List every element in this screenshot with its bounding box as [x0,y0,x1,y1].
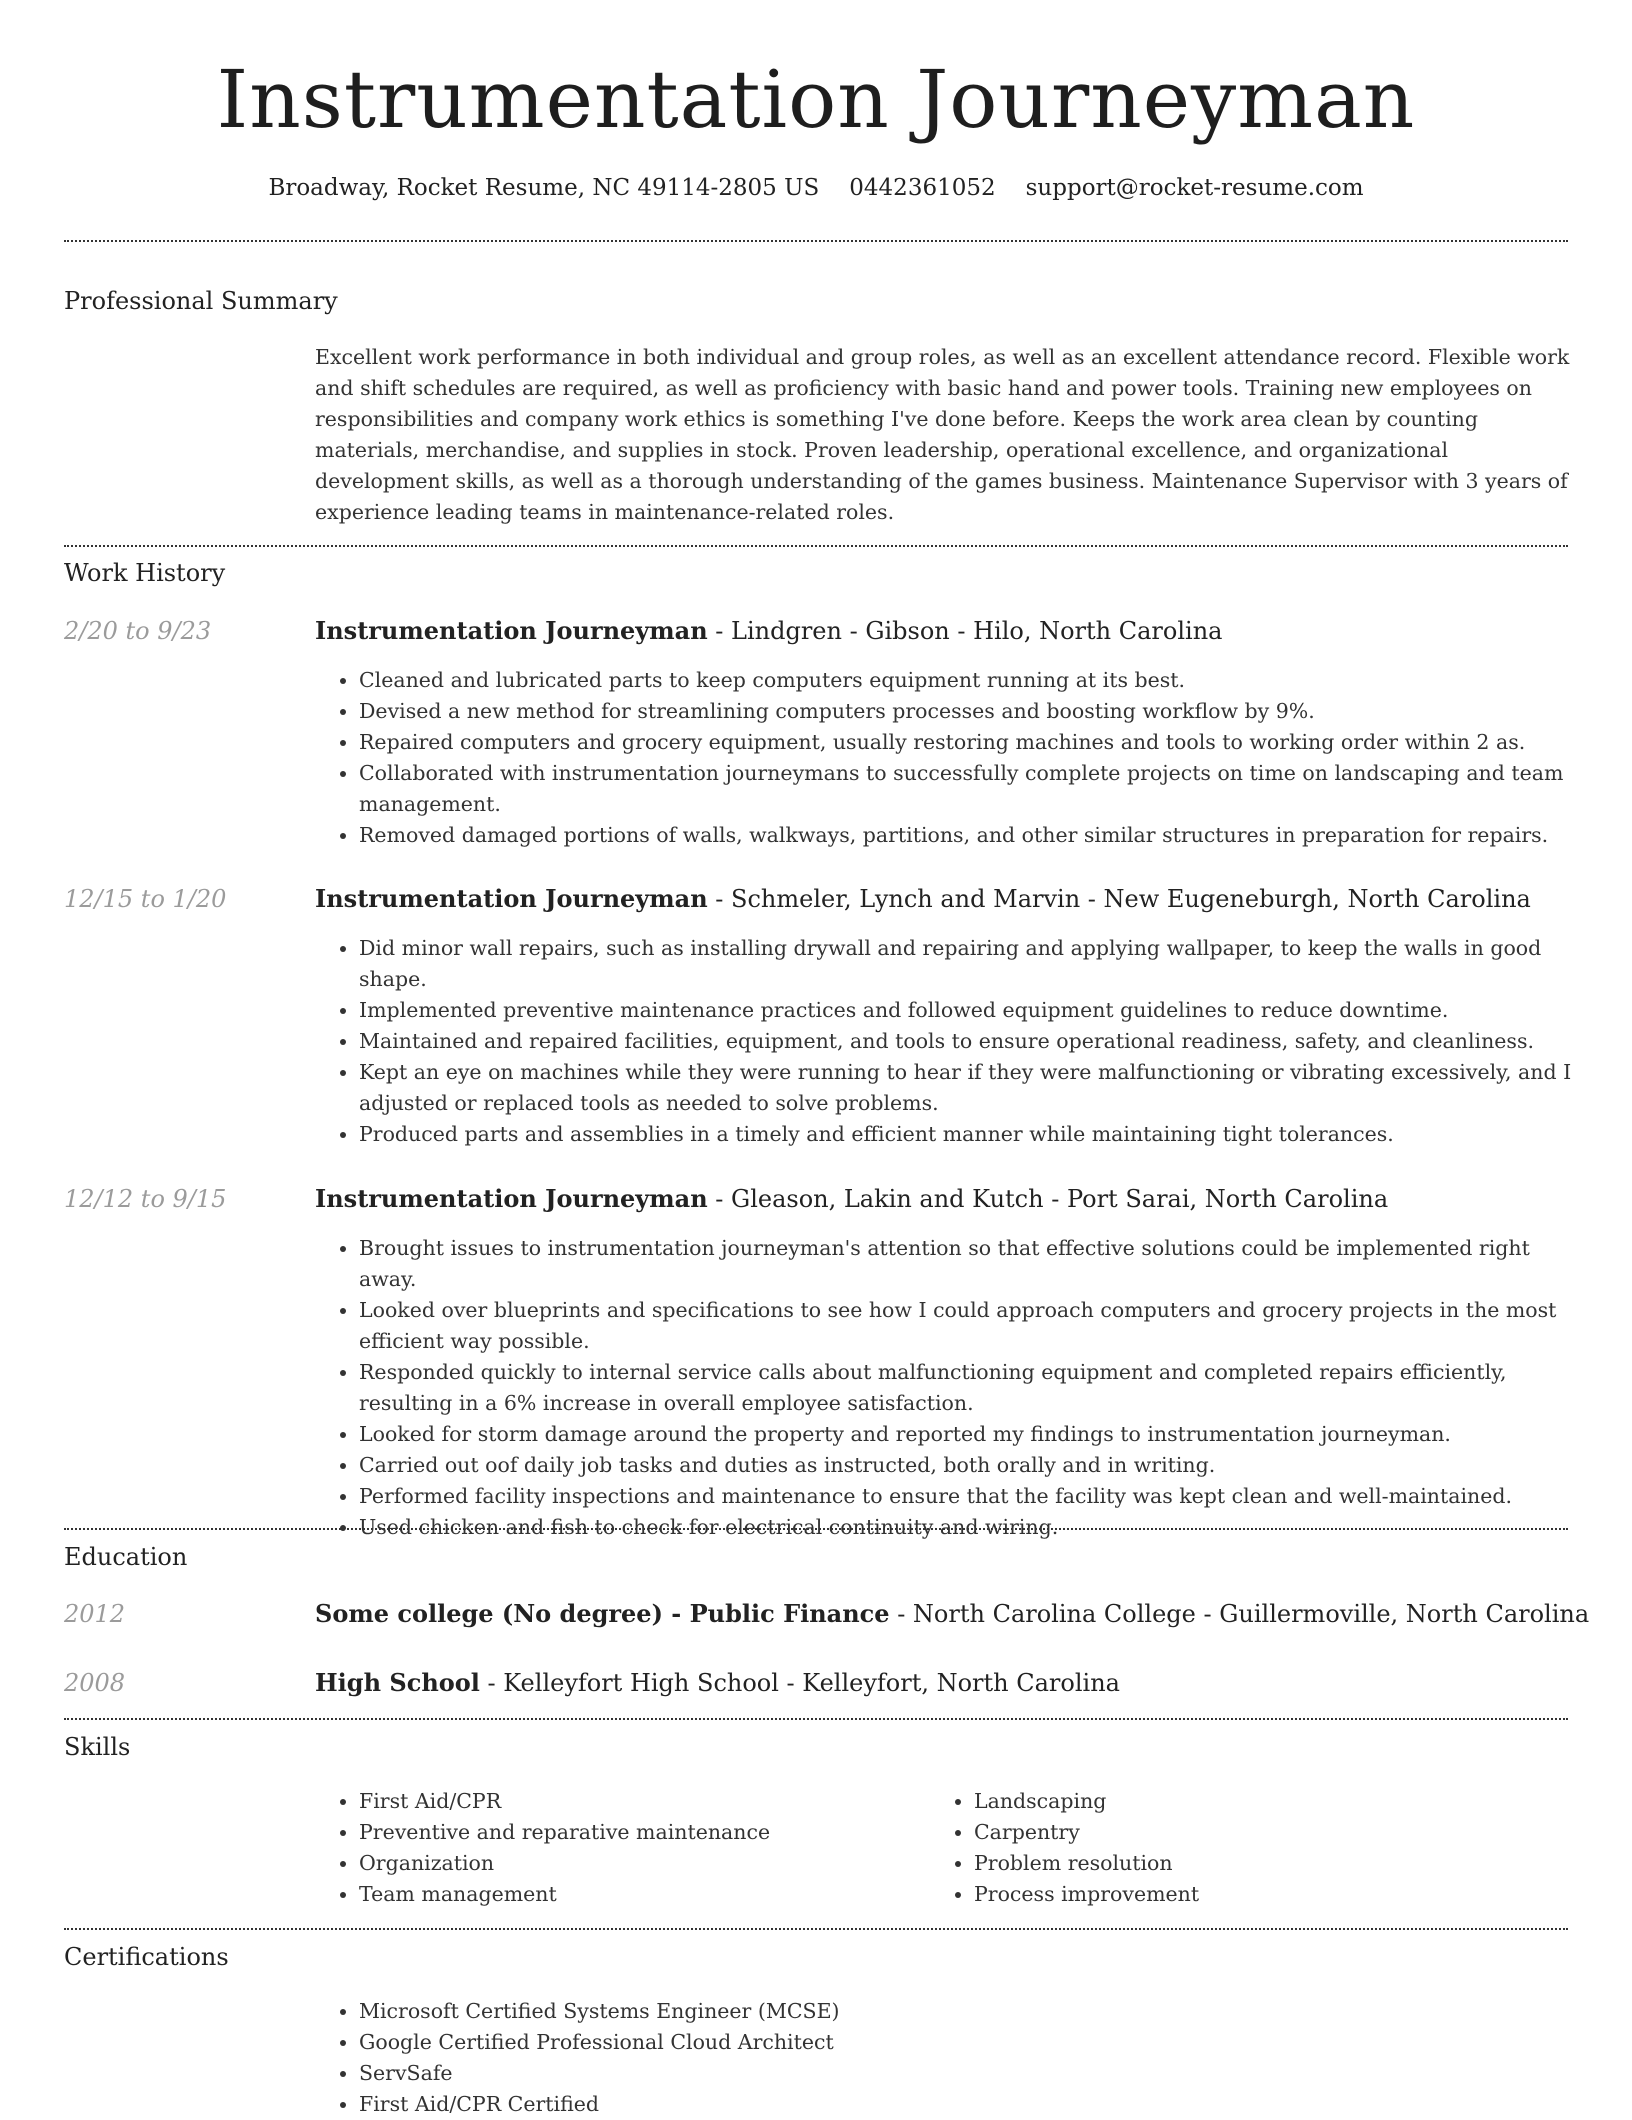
education-year: 2008 [64,1669,126,1697]
list-item: • Performed facility inspections and maintenance to ensure that the facility was kept clean and well-maintained. [359,1481,1575,1512]
skills-list-right [930,1786,1530,1910]
education-school: - North Carolina College - Guillermoville, North Carolina [889,1600,1590,1628]
job-employer-location: - Lindgren - Gibson - Hilo, North Carolina [707,617,1223,645]
list-item: • Removed damaged portions of walls, walkways, partitions, and other similar structures in preparation for repairs. [359,820,1575,851]
education-entry [315,1666,1575,1700]
education-year: 2012 [64,1600,126,1628]
job-employer-location: - Gleason, Lakin and Kutch - Port Sarai, North Carolina [707,1185,1389,1213]
contact-email: support@rocket-resume.com [1025,175,1364,201]
list-item: • Preventive and reparative maintenance [359,1817,930,1848]
list-item: • First Aid/CPR [359,1786,930,1817]
summary-text: Excellent work performance in both individual and group roles, as well as an excellent attendance record. Flexible work and shift schedules are required, as well as proficiency with basic hand and power tools. Training new employees on responsibilities and company work ethics is something I've done before. Keeps the work area clean by counting materials, merchandise, and supplies in stock. Proven leadership, operational excellence, and organizational development skills, as well as a thorough understanding of the games business. Maintenance Supervisor with 3 years of experience leading teams in maintenance-related roles. [315,345,1570,524]
education-degree: High School [315,1668,480,1697]
education-degree: Some college (No degree) - Public Finance [315,1599,890,1628]
job-dates: 12/12 to 9/15 [64,1185,227,1213]
list-item: • Responded quickly to internal service calls about malfunctioning equipment and completed repairs efficiently, resulting in a 6% increase in overall employee satisfaction. [359,1357,1575,1419]
job-bullets [315,933,1575,1150]
list-item: • ServSafe [359,2058,1575,2089]
list-item: • Used chicken and fish to check for electrical continuity and wiring. [359,1512,1575,1543]
section-heading-work-history: Work History [64,559,226,587]
list-item: • Did minor wall repairs, such as installing drywall and repairing and applying wallpaper, to keep the walls in good shape. [359,933,1575,995]
contact-address: Broadway, Rocket Resume, NC 49114-2805 US [268,175,820,201]
job-title: Instrumentation Journeyman [315,884,708,913]
divider [64,545,1568,547]
list-item: • Repaired computers and grocery equipment, usually restoring machines and tools to working order within 2 as. [359,727,1575,758]
list-item: • Maintained and repaired facilities, equipment, and tools to ensure operational readiness, safety, and cleanliness. [359,1026,1575,1057]
list-item: • Looked for storm damage around the property and reported my findings to instrumentation journeyman. [359,1419,1575,1450]
job-heading [315,1182,1575,1216]
list-item: • Process improvement [974,1879,1530,1910]
section-heading-summary: Professional Summary [64,287,338,315]
candidate-name: Instrumentation Journeyman [216,53,1416,146]
section-heading-education: Education [64,1543,188,1571]
contact-line [64,168,1568,208]
list-item: • Carried out oof daily job tasks and duties as instructed, both orally and in writing. [359,1450,1575,1481]
list-item: • Implemented preventive maintenance practices and followed equipment guidelines to reduce downtime. [359,995,1575,1026]
list-item: • Collaborated with instrumentation journeymans to successfully complete projects on time on landscaping and team management. [359,758,1575,820]
list-item: • Carpentry [974,1817,1530,1848]
contact-phone: 0442361052 [849,175,996,201]
education-entry [315,1597,1590,1631]
list-item: • Landscaping [974,1786,1530,1817]
list-item: • Google Certified Professional Cloud Architect [359,2027,1575,2058]
certifications-list [315,1996,1575,2120]
list-item: • Looked over blueprints and specifications to see how I could approach computers and grocery projects in the most efficient way possible. [359,1295,1575,1357]
job-title: Instrumentation Journeyman [315,616,708,645]
list-item: • Brought issues to instrumentation journeyman's attention so that effective solutions could be implemented right away. [359,1233,1575,1295]
job-dates: 12/15 to 1/20 [64,885,227,913]
divider [64,240,1568,242]
list-item: • Cleaned and lubricated parts to keep computers equipment running at its best. [359,665,1575,696]
list-item: • Kept an eye on machines while they were running to hear if they were malfunctioning or vibrating excessively, and I adjusted or replaced tools as needed to solve problems. [359,1057,1575,1119]
section-heading-certifications: Certifications [64,1943,229,1971]
job-bullets [315,665,1575,851]
divider [64,1528,1568,1530]
job-heading [315,614,1575,648]
list-item: • First Aid/CPR Certified [359,2089,1575,2120]
job-heading [315,882,1575,916]
list-item: • Problem resolution [974,1848,1530,1879]
skills-list-left [315,1786,930,1910]
list-item: • Team management [359,1879,930,1910]
job-dates: 2/20 to 9/23 [64,617,212,645]
list-item: • Microsoft Certified Systems Engineer (MCSE) [359,1996,1575,2027]
list-item: • Organization [359,1848,930,1879]
divider [64,1928,1568,1930]
divider [64,1718,1568,1720]
education-school: - Kelleyfort High School - Kelleyfort, North Carolina [479,1669,1120,1697]
section-heading-skills: Skills [64,1733,131,1761]
job-employer-location: - Schmeler, Lynch and Marvin - New Eugeneburgh, North Carolina [707,885,1531,913]
job-bullets [315,1233,1575,1543]
list-item: • Produced parts and assemblies in a timely and efficient manner while maintaining tight tolerances. [359,1119,1575,1150]
job-title: Instrumentation Journeyman [315,1184,708,1213]
list-item: • Devised a new method for streamlining computers processes and boosting workflow by 9%. [359,696,1575,727]
